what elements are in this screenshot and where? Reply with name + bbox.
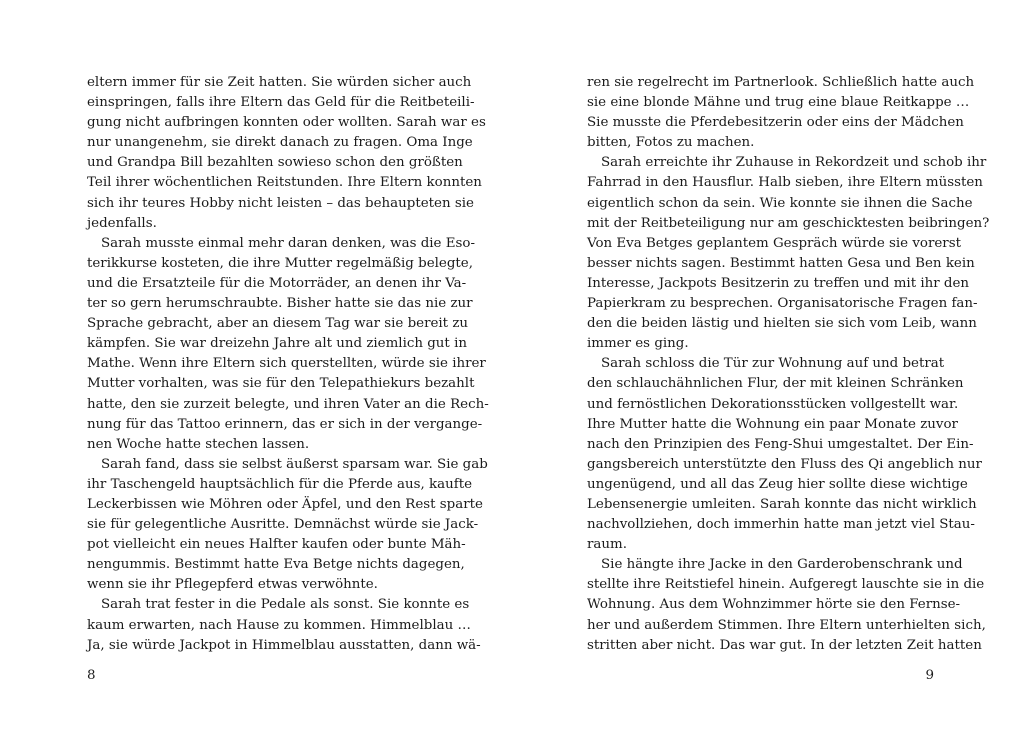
left-page-number: 8 xyxy=(87,668,96,683)
text-line: Mathe. Wenn ihre Eltern sich querstellten, würde sie ihrer xyxy=(87,356,486,372)
text-line: Sprache gebracht, aber an diesem Tag war sie bereit zu xyxy=(87,316,468,332)
text-line: einspringen, falls ihre Eltern das Geld für die Reitbeteili- xyxy=(87,95,475,111)
text-line: eltern immer für sie Zeit hatten. Sie würden sicher auch xyxy=(87,75,472,90)
text-line: nur unangenehm, sie direkt danach zu fragen. Oma Inge xyxy=(87,135,473,151)
text-line: Sarah erreichte ihr Zuhause in Rekordzeit und schob ihr xyxy=(601,155,987,171)
text-line: her und außerdem Stimmen. Ihre Eltern unterhielten sich, xyxy=(587,617,986,633)
text-line: besser nichts sagen. Bestimmt hatten Gesa und Ben kein xyxy=(587,255,975,271)
text-line: Von Eva Betges geplantem Gespräch würde sie vorerst xyxy=(587,235,961,251)
text-line: sie für gelegentliche Ausritte. Demnächst würde sie Jack- xyxy=(87,517,479,533)
text-line: Fahrrad in den Hausflur. Halb sieben, ihre Eltern müssten xyxy=(587,175,983,191)
text-line: mit der Reitbeteiligung nur am geschicktesten beibringen? xyxy=(587,215,990,231)
text-line: nengummis. Bestimmt hatte Eva Betge nichts dagegen, xyxy=(87,557,465,573)
text-line: kaum erwarten, nach Hause zu kommen. Himmelblau … xyxy=(87,617,471,633)
text-line: kämpfen. Sie war dreizehn Jahre alt und ziemlich gut in xyxy=(87,336,467,352)
text-line: bitten, Fotos zu machen. xyxy=(587,135,755,151)
text-line: nachvollziehen, doch immerhin hatte man jetzt viel Stau- xyxy=(587,517,975,533)
text-line: Sarah trat fester in die Pedale als sonst. Sie konnte es xyxy=(101,597,470,613)
text-line: Sarah musste einmal mehr daran denken, was die Eso- xyxy=(101,235,475,251)
text-line: Leckerbissen wie Möhren oder Äpfel, und den Rest sparte xyxy=(87,496,483,512)
text-line: den schlauchähnlichen Flur, der mit kleinen Schränken xyxy=(587,376,964,392)
text-line: und Grandpa Bill bezahlten sowieso schon den größten xyxy=(87,155,463,171)
text-line: eigentlich schon da sein. Wie konnte sie ihnen die Sache xyxy=(587,195,973,211)
text-line: den die beiden lästig und hielten sie sich vom Leib, wann xyxy=(587,316,977,332)
text-line: Ihre Mutter hatte die Wohnung ein paar Monate zuvor xyxy=(587,416,958,432)
text-line: Lebensenergie umleiten. Sarah konnte das nicht wirklich xyxy=(587,496,977,512)
right-page-number: 9 xyxy=(925,668,934,683)
text-line: Teil ihrer wöchentlichen Reitstunden. Ihre Eltern konnten xyxy=(87,175,482,191)
text-line: wenn sie ihr Pflegepferd etwas verwöhnte. xyxy=(87,577,378,593)
text-line: Sie hängte ihre Jacke in den Garderobenschrank und xyxy=(601,557,963,573)
text-line: sie eine blonde Mähne und trug eine blaue Reitkappe … xyxy=(587,95,970,111)
right-page-text xyxy=(587,73,990,656)
text-line: Papierkram zu besprechen. Organisatorische Fragen fan- xyxy=(587,296,978,312)
text-line: ihr Taschengeld hauptsächlich für die Pferde aus, kaufte xyxy=(87,476,472,492)
text-line: jedenfalls. xyxy=(87,215,157,231)
text-line: Wohnung. Aus dem Wohnzimmer hörte sie den Fernse- xyxy=(587,597,961,613)
text-line: stritten aber nicht. Das war gut. In der letzten Zeit hatten xyxy=(587,637,982,653)
left-page-text xyxy=(87,73,489,656)
text-line: Interesse, Jackpots Besitzerin zu treffen und mit ihr den xyxy=(587,275,970,291)
text-line: stellte ihre Reitstiefel hinein. Aufgeregt lauschte sie in die xyxy=(587,577,985,593)
right-page xyxy=(510,0,1020,750)
text-line: ungenügend, und all das Zeug hier sollte diese wichtige xyxy=(587,476,968,492)
text-line: pot vielleicht ein neues Halfter kaufen oder bunte Mäh- xyxy=(87,537,466,553)
text-line: nen Woche hatte stechen lassen. xyxy=(87,436,310,452)
text-line: gung nicht aufbringen konnten oder wollten. Sarah war es xyxy=(87,115,486,131)
text-line: hatte, den sie zurzeit belegte, und ihren Vater an die Rech- xyxy=(87,396,489,412)
text-line: terikkurse kosteten, die ihre Mutter regelmäßig belegte, xyxy=(87,255,473,271)
text-line: ren sie regelrecht im Partnerlook. Schließlich hatte auch xyxy=(587,75,975,90)
text-line: Ja, sie würde Jackpot in Himmelblau ausstatten, dann wä- xyxy=(87,637,481,653)
text-line: Sarah schloss die Tür zur Wohnung auf und betrat xyxy=(601,356,945,372)
text-line: ter so gern herumschraubte. Bisher hatte sie das nie zur xyxy=(87,296,473,312)
text-line: gangsbereich unterstützte den Fluss des Qi angeblich nur xyxy=(587,456,982,472)
text-line: sich ihr teures Hobby nicht leisten – das behaupteten sie xyxy=(87,195,474,211)
text-line: nach den Prinzipien des Feng-Shui umgestaltet. Der Ein- xyxy=(587,436,974,452)
text-line: Sarah fand, dass sie selbst äußerst sparsam war. Sie gab xyxy=(101,456,488,472)
text-line: und fernöstlichen Dekorationsstücken vollgestellt war. xyxy=(587,396,959,412)
text-line: immer es ging. xyxy=(587,336,689,352)
text-line: Sie musste die Pferdebesitzerin oder eins der Mädchen xyxy=(587,115,964,131)
text-line: nung für das Tattoo erinnern, das er sich in der vergange- xyxy=(87,416,483,432)
text-line: Mutter vorhalten, was sie für den Telepathiekurs bezahlt xyxy=(87,376,475,392)
text-line: und die Ersatzteile für die Motorräder, an denen ihr Va- xyxy=(87,275,467,291)
text-line: raum. xyxy=(587,537,627,553)
